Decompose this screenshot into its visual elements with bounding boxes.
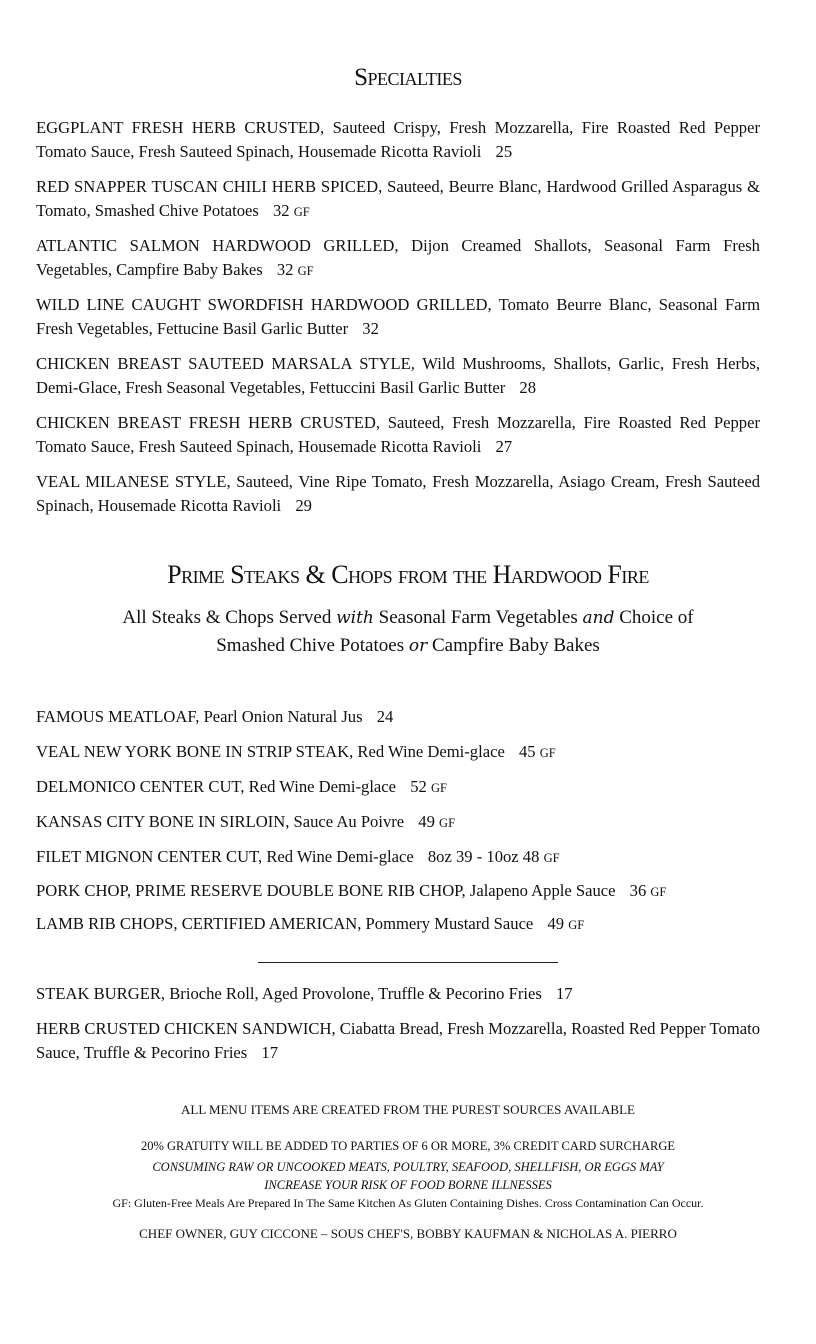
item-desc: Pommery Mustard Sauce xyxy=(365,914,534,933)
item-desc: Tomato Beurre Blanc, Seasonal Farm Fresh Vegetables, Fettucine Basil Garlic Butter xyxy=(36,295,761,338)
sandwich-item xyxy=(36,982,760,1006)
item-desc: Red Wine Demi-glace xyxy=(266,847,414,866)
subtitle-text: Choice of xyxy=(619,607,694,628)
prime-subtitle-line2 xyxy=(0,632,816,660)
steak-item xyxy=(36,775,760,801)
specialty-item xyxy=(36,470,760,517)
steak-item xyxy=(36,740,760,766)
section-divider xyxy=(258,962,558,963)
steak-item xyxy=(36,912,760,938)
steak-item xyxy=(36,705,760,729)
item-price: 8oz 39 - 10oz 48 xyxy=(427,847,540,866)
warning-line: CONSUMING RAW OR UNCOOKED MEATS, POULTRY, SEAFOOD, SHELLFISH, OR EGGS MAY xyxy=(152,1160,664,1174)
gf-badge: GF xyxy=(439,816,456,830)
specialty-item xyxy=(36,411,760,458)
item-desc: Pearl Onion Natural Jus xyxy=(203,707,363,726)
item-desc: Sauteed, Beurre Blanc, Hardwood Grilled Asparagus & Tomato, Smashed Chive Potatoes xyxy=(36,177,760,220)
item-name: LAMB RIB CHOPS, CERTIFIED AMERICAN, xyxy=(36,914,362,933)
prime-subtitle-line1 xyxy=(0,604,816,632)
item-name: HERB CRUSTED CHICKEN SANDWICH, xyxy=(36,1019,336,1038)
item-name: FILET MIGNON CENTER CUT, xyxy=(36,847,263,866)
item-desc: Ciabatta Bread, Fresh Mozzarella, Roasted Red Pepper Tomato Sauce, Truffle & Pecorino Fries xyxy=(36,1019,760,1062)
item-price: 32 xyxy=(276,259,294,279)
item-desc: Sauteed, Vine Ripe Tomato, Fresh Mozzarella, Asiago Cream, Fresh Sauteed Spinach, Housemade Ricotta Ravioli xyxy=(36,472,761,515)
subtitle-italic: or xyxy=(408,636,428,656)
item-price: 32 xyxy=(273,200,290,220)
gf-badge: GF xyxy=(297,263,314,278)
item-price: 49 xyxy=(418,812,435,831)
item-desc: Sauteed Crispy, Fresh Mozzarella, Fire Roasted Red Pepper Tomato Sauce, Fresh Sauteed Spinach, Housemade Ricotta Ravioli xyxy=(36,118,760,161)
item-price: 24 xyxy=(376,707,394,726)
prime-steaks-heading: Prime Steaks & Chops from the Hardwood Fire xyxy=(167,560,649,589)
item-name: CHICKEN BREAST SAUTEED MARSALA STYLE, xyxy=(36,354,415,373)
item-price: 28 xyxy=(519,377,537,397)
gratuity-note: 20% GRATUITY WILL BE ADDED TO PARTIES OF 6 OR MORE, 3% CREDIT CARD SURCHARGE xyxy=(140,1139,676,1153)
gf-badge: GF xyxy=(430,781,447,795)
item-name: VEAL MILANESE STYLE, xyxy=(36,472,231,491)
item-price: 17 xyxy=(261,1042,278,1062)
item-name: ATLANTIC SALMON HARDWOOD GRILLED, xyxy=(36,236,399,255)
gf-badge: GF xyxy=(539,746,556,760)
specialties-heading: Specialties xyxy=(354,64,462,91)
item-price: 49 xyxy=(547,914,565,933)
item-desc: Dijon Creamed Shallots, Seasonal Farm Fresh Vegetables, Campfire Baby Bakes xyxy=(36,236,760,279)
item-price: 29 xyxy=(295,495,312,515)
specialty-item xyxy=(36,352,760,399)
subtitle-text: Smashed Chive Potatoes xyxy=(216,635,405,656)
item-name: EGGPLANT FRESH HERB CRUSTED, xyxy=(36,118,325,137)
item-price: 17 xyxy=(555,984,573,1003)
item-price: 45 xyxy=(518,742,536,761)
specialty-item xyxy=(36,116,760,163)
gf-badge: GF xyxy=(568,918,585,932)
sandwich-item xyxy=(36,1017,760,1064)
sources-note: ALL MENU ITEMS ARE CREATED FROM THE PUREST SOURCES AVAILABLE xyxy=(181,1102,635,1117)
item-desc: Jalapeno Apple Sauce xyxy=(469,881,616,900)
steak-item xyxy=(36,879,760,905)
steak-item xyxy=(36,845,760,871)
item-name: DELMONICO CENTER CUT, xyxy=(36,777,245,796)
item-price: 52 xyxy=(410,777,427,796)
item-name: RED SNAPPER TUSCAN CHILI HERB SPICED, xyxy=(36,177,383,196)
item-price: 36 xyxy=(629,881,647,900)
specialty-item xyxy=(36,175,760,224)
gf-badge: GF xyxy=(650,885,667,899)
subtitle-text: Campfire Baby Bakes xyxy=(431,635,600,656)
item-name: KANSAS CITY BONE IN SIRLOIN, xyxy=(36,812,290,831)
item-name: STEAK BURGER, xyxy=(36,984,166,1003)
item-price: 32 xyxy=(362,318,379,338)
item-name: PORK CHOP, PRIME RESERVE DOUBLE BONE RIB CHOP, xyxy=(36,881,466,900)
subtitle-text: Seasonal Farm Vegetables xyxy=(378,607,578,628)
subtitle-text: All Steaks & Chops Served xyxy=(122,607,332,628)
item-desc: Red Wine Demi-glace xyxy=(248,777,397,796)
item-desc: Sauteed, Fresh Mozzarella, Fire Roasted Red Pepper Tomato Sauce, Fresh Sauteed Spinach, Housemade Ricotta Ravioli xyxy=(36,413,760,456)
item-name: CHICKEN BREAST FRESH HERB CRUSTED, xyxy=(36,413,380,432)
chef-credits: CHEF OWNER, GUY CICCONE – SOUS CHEF'S, BOBBY KAUFMAN & NICHOLAS A. PIERRO xyxy=(139,1226,677,1241)
subtitle-italic: and xyxy=(582,608,615,628)
steak-item xyxy=(36,810,760,836)
item-desc: Sauce Au Poivre xyxy=(293,812,405,831)
consumption-warning xyxy=(0,1158,816,1194)
item-name: VEAL NEW YORK BONE IN STRIP STEAK, xyxy=(36,742,354,761)
gf-badge: GF xyxy=(293,204,310,219)
warning-line: INCREASE YOUR RISK OF FOOD BORNE ILLNESSES xyxy=(264,1178,552,1192)
item-name: WILD LINE CAUGHT SWORDFISH HARDWOOD GRILLED, xyxy=(36,295,492,314)
specialty-item xyxy=(36,234,760,283)
item-desc: Brioche Roll, Aged Provolone, Truffle & Pecorino Fries xyxy=(169,984,542,1003)
item-desc: Red Wine Demi-glace xyxy=(357,742,505,761)
gluten-free-note: GF: Gluten-Free Meals Are Prepared In The Same Kitchen As Gluten Containing Dishes. Cross Contamination Can Occur. xyxy=(112,1196,704,1210)
subtitle-italic: with xyxy=(336,608,374,628)
item-name: FAMOUS MEATLOAF, xyxy=(36,707,200,726)
gf-badge: GF xyxy=(543,851,560,865)
item-price: 25 xyxy=(495,141,513,161)
item-price: 27 xyxy=(495,436,513,456)
item-desc: Wild Mushrooms, Shallots, Garlic, Fresh Herbs, Demi-Glace, Fresh Seasonal Vegetables, Fettuccini Basil Garlic Butter xyxy=(36,354,760,397)
specialty-item xyxy=(36,293,760,340)
